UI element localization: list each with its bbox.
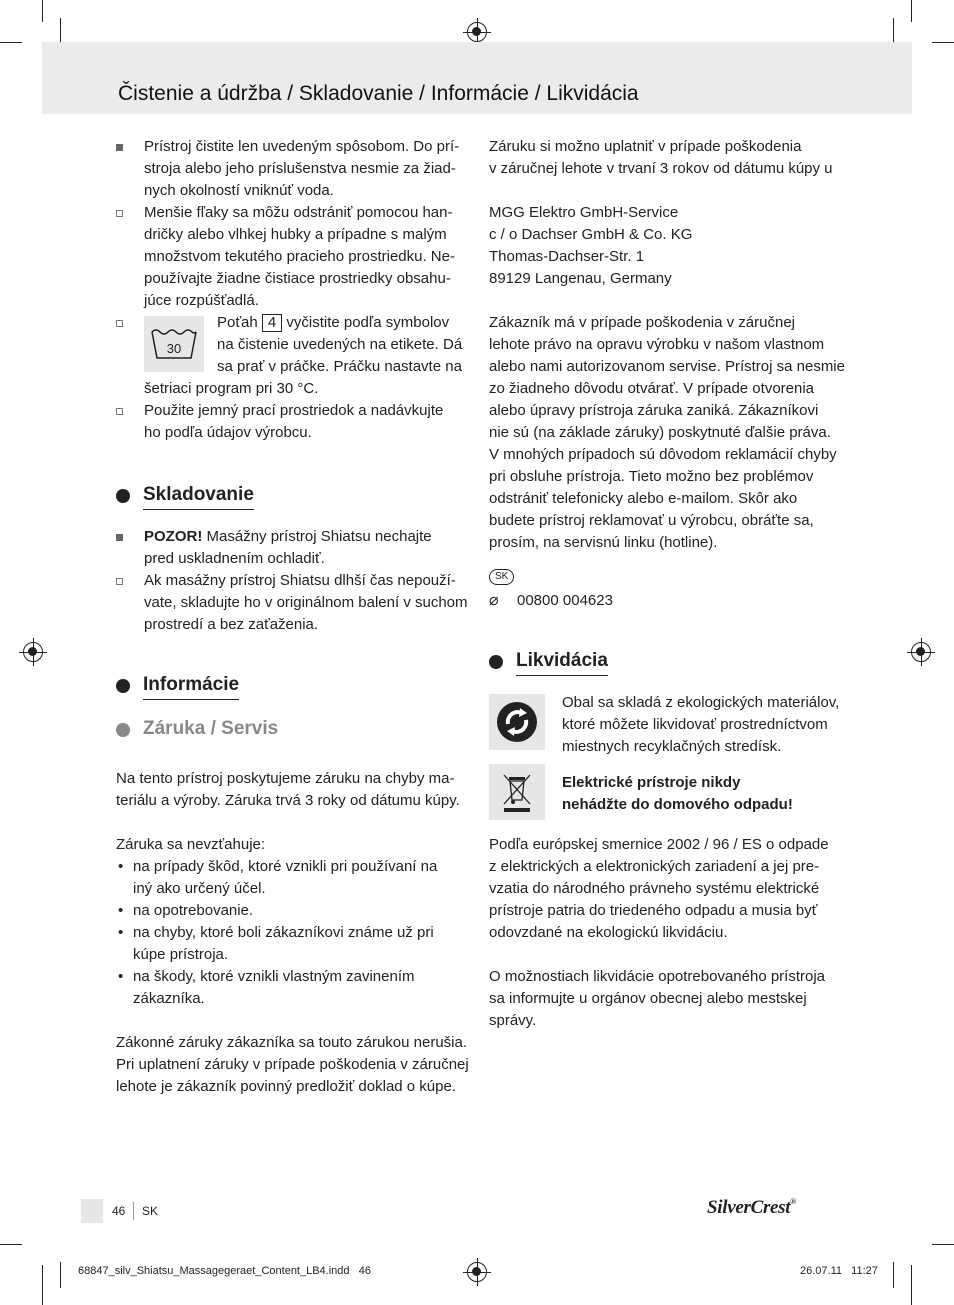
list-item: • na opotrebovanie. (116, 900, 470, 922)
recycling-icon (489, 694, 545, 750)
list-item: 30 Poťah 4 vyčistite podľa symbolov na čistenie uvedených na etikete. Dá sa prať v práčke. Práčku nastavte na šetriaci program pri 30 °C. (116, 312, 470, 400)
square-bullet-icon (116, 534, 123, 541)
footer-date: 26.07.11 11:27 (800, 1265, 878, 1277)
section-heading-informacie: Informácie (116, 674, 470, 704)
list-item: Menšie fľaky sa môžu odstrániť pomocou han- dričky alebo vlhkej hubky a prípadne s malým množstvom tekutého pracieho prostriedku. Ne- používajte žiadne čistiace prostriedky obsahu- júce rozpúšťadlá. (116, 202, 470, 312)
paragraph: Na tento prístroj poskytujeme záruku na chyby ma- teriálu a výroby. Záruka trvá 3 roky od dátumu kúpy. (116, 770, 460, 809)
square-bullet-icon (116, 578, 123, 585)
bullet-dot-icon (489, 655, 503, 669)
section-heading-skladovanie: Skladovanie (116, 484, 470, 514)
crop-mark (42, 0, 43, 22)
crop-mark (60, 1262, 61, 1288)
crop-mark (911, 0, 912, 22)
footer-language: SK (142, 1204, 159, 1218)
square-bullet-icon (116, 320, 123, 327)
footer-divider (133, 1202, 134, 1220)
hotline: ⌀ 00800 004623 (489, 590, 849, 612)
registration-mark-icon (467, 22, 487, 42)
page-header (42, 42, 912, 114)
page-number-box (81, 1199, 103, 1223)
list-item: • na prípady škôd, ktoré vznikli pri používaní na iný ako určený účel. (116, 856, 470, 900)
list-item: Prístroj čistite len uvedeným spôsobom. Do prí- stroja alebo jeho príslušenstva nesmie za žiad- nych okolností vniknúť voda. (116, 136, 470, 202)
paragraph: Záruku si možno uplatniť v prípade poškodenia v záručnej lehote v trvaní 3 rokov od dátumu kúpy u (489, 138, 833, 177)
paragraph: Zákazník má v prípade poškodenia v záručnej lehote právo na opravu výrobku v našom vlastnom alebo nami autorizovanom servise. Prístroj sa nesmie zo žiadneho dôvodu otvárať. V prípade otvorenia alebo úpravy prístroja záruka zaniká. Zákazníkovi nie sú (na základe záruky) poskytnuté ďalšie práva. V mnohých prípadoch sú dôvodom reklamácií chyby pri obsluhe prístroja. Tieto možno bez problémov odstrániť telefonicky alebo e-mailom. Skôr ako budete prístroj reklamovať u výrobcu, obráťte sa, prosím, na servisnú linku (hotline). (489, 314, 845, 551)
page-number: 46 (112, 1204, 126, 1218)
right-column (489, 136, 849, 1032)
svg-text:30: 30 (166, 341, 182, 356)
bullet-dot-icon (116, 679, 130, 693)
list-item: • na škody, ktoré vznikli vlastným zavinením zákazníka. (116, 966, 470, 1010)
section-heading-zaruka: Záruka / Servis (116, 718, 470, 748)
brand-logo: SilverCrest® (707, 1197, 796, 1218)
exclusions-title: Záruka sa nevzťahuje: (116, 836, 266, 853)
square-bullet-icon (116, 144, 123, 151)
part-reference-badge: 4 (262, 314, 282, 332)
crop-mark (893, 1262, 894, 1288)
square-bullet-icon (116, 408, 123, 415)
service-address: MGG Elektro GmbH-Service c / o Dachser GmbH & Co. KG Thomas-Dachser-Str. 1 89129 Langenau, Germany (489, 204, 693, 287)
left-column (116, 136, 470, 1098)
paragraph: Podľa európskej smernice 2002 / 96 / ES o odpade z elektrických a elektronických zariadení a jej pre- vzatia do národného právneho systému elektrické prístroje patria do triedeného odpadu a musia byť odovzdané na ekologickú likvidáciu. (489, 836, 829, 941)
crop-mark (932, 42, 954, 43)
registration-mark-icon (911, 642, 931, 662)
paragraph: Zákonné záruky zákazníka sa touto zárukou nerušia. Pri uplatnení záruky v prípade poškodenia v záručnej lehote je zákazník povinný predložiť doklad o kúpe. (116, 1034, 469, 1095)
crop-mark (911, 1265, 912, 1305)
square-bullet-icon (116, 210, 123, 217)
phone-icon: ⌀ (489, 592, 499, 609)
section-heading-likvidacia: Likvidácia (489, 650, 849, 680)
crossed-bin-icon (489, 764, 545, 820)
wash-symbol-icon (144, 316, 204, 372)
registration-mark-icon (467, 1262, 487, 1282)
crop-mark (42, 1265, 43, 1305)
list-item: POZOR! Masážny prístroj Shiatsu nechajte pred uskladnením ochladiť. (116, 526, 470, 570)
list-item: • na chyby, ktoré boli zákazníkovi známe už pri kúpe prístroja. (116, 922, 470, 966)
list-item: Použite jemný prací prostriedok a nadávkujte ho podľa údajov výrobcu. (116, 400, 470, 444)
footer-filename: 68847_silv_Shiatsu_Massagegeraet_Content_LB4.indd 46 (78, 1265, 371, 1277)
packaging-block: Obal sa skladá z ekologických materiálov, ktoré môžete likvidovať prostredníctvom miestnych recyklačných stredísk. (489, 692, 849, 758)
crop-mark (0, 42, 22, 43)
weee-block: Elektrické prístroje nikdy nehádžte do domového odpadu! (489, 772, 849, 828)
bullet-dot-icon (116, 723, 130, 737)
list-item: Ak masážny prístroj Shiatsu dlhší čas nepouží- vate, skladujte ho v originálnom balení v suchom prostredí a bez zaťaženia. (116, 570, 470, 636)
page-title: Čistenie a údržba / Skladovanie / Informácie / Likvidácia (118, 82, 639, 105)
bullet-dot-icon (116, 489, 130, 503)
crop-mark (0, 1244, 22, 1245)
crop-mark (932, 1244, 954, 1245)
country-badge: SK (489, 569, 514, 585)
registration-mark-icon (23, 642, 43, 662)
paragraph: O možnostiach likvidácie opotrebovaného prístroja sa informujte u orgánov obecnej alebo mestskej správy. (489, 968, 826, 1029)
